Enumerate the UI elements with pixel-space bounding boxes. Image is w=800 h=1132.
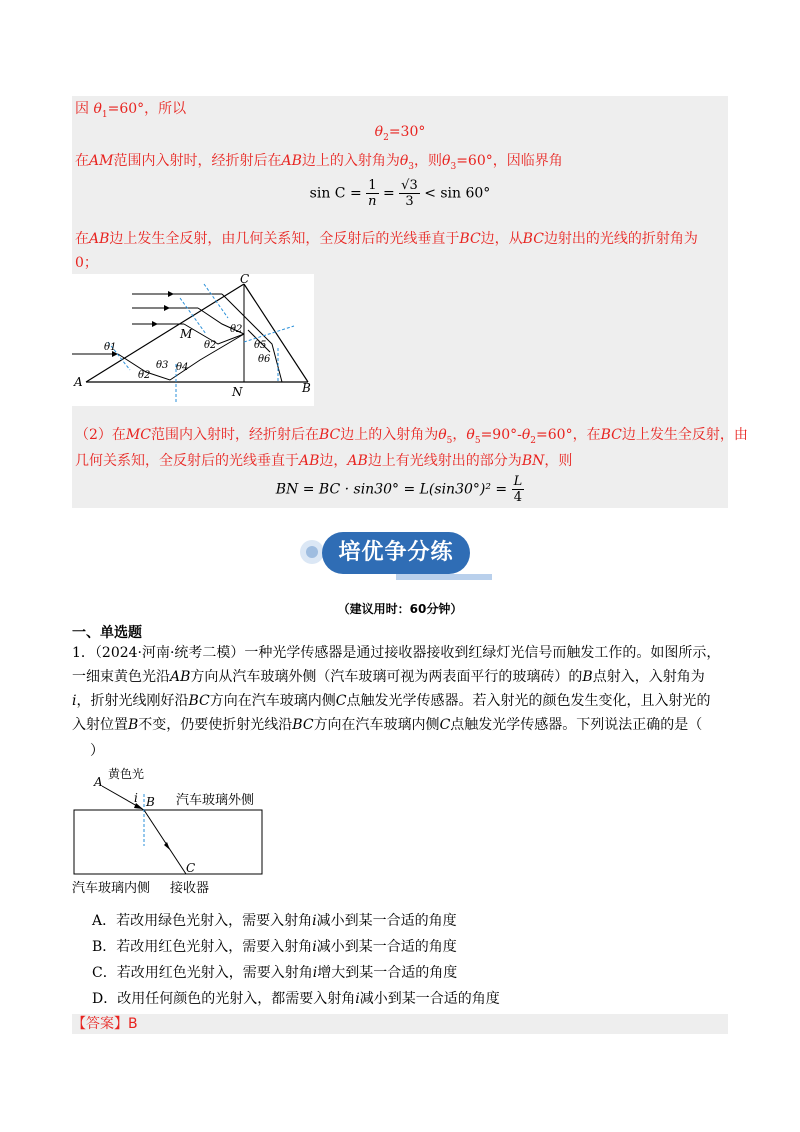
label-C: C — [186, 861, 196, 875]
label-theta2c: θ2 — [230, 324, 243, 335]
section-banner — [300, 518, 500, 590]
equation-critical-angle: sin C = $\frac{1}{n}$ = $\frac{√3}{3}$ < sin 60° — [309, 178, 491, 209]
option-B: B．若改用红色光射入，需要入射角i减小到某一合适的角度 — [92, 939, 457, 955]
label-glass-inside: 汽车玻璃内侧 — [72, 881, 151, 896]
label-N: N — [232, 385, 243, 399]
label-A: A — [94, 775, 103, 789]
banner-underline — [396, 574, 492, 580]
question-line-4: 入射位置B不变，仍要使折射光线沿BC方向在汽车玻璃内侧C点触发光学传感器。下列说法正确的是（ — [72, 717, 703, 733]
option-A: A．若改用绿色光射入，需要入射角i减小到某一合适的角度 — [92, 913, 457, 929]
label-theta3: θ3 — [156, 360, 169, 371]
question-line-5: ） — [90, 743, 104, 759]
solution-line-3: 在AM范围内入射时，经折射后在AB边上的入射角为$\theta_3$，则$\theta_3=60^\circ$，因临界角 — [75, 153, 563, 172]
label-C: C — [240, 274, 250, 286]
label-theta2a: θ2 — [138, 370, 151, 381]
label-A: A — [74, 375, 83, 389]
banner-decor-dot-inner — [306, 546, 318, 558]
time-note: （建议用时：60分钟） — [337, 602, 463, 616]
label-M: M — [180, 327, 193, 341]
prism-diagram — [72, 274, 314, 406]
equation-bn: BN = BC · sin30° = L(sin30°)² = $\frac{L}{4}$ — [275, 474, 523, 505]
label-glass-outside: 汽车玻璃外侧 — [176, 793, 255, 808]
solution-line-2: $\theta_2=30^\circ$ — [374, 124, 426, 143]
banner-title: 培优争分练 — [322, 532, 470, 574]
label-yellow-light: 黄色光 — [108, 767, 145, 781]
solution-line-1: 因 $\theta_1=60^\circ$，所以 — [75, 101, 187, 120]
label-theta6: θ6 — [258, 354, 271, 365]
solution-line-6: 0； — [75, 255, 98, 271]
question-line-2: 一细束黄色光沿AB方向从汽车玻璃外侧（汽车玻璃可视为两表面平行的玻璃砖）的B点射入，入射角为 — [72, 669, 705, 685]
section-heading: 一、单选题 — [72, 625, 142, 641]
label-B: B — [146, 795, 155, 809]
label-theta4: θ4 — [176, 362, 189, 373]
question-line-3: i，折射光线刚好沿BC方向在汽车玻璃内侧C点触发光学传感器。若入射光的颜色发生变化，且入射光的 — [72, 693, 711, 709]
option-C: C．若改用红色光射入，需要入射角i增大到某一合适的角度 — [92, 965, 458, 981]
label-theta5: θ5 — [254, 340, 267, 351]
label-theta1: θ1 — [104, 342, 117, 353]
solution-part2-line-2: 几何关系知，全反射后的光线垂直于AB边，AB边上有光线射出的部分为BN，则 — [75, 453, 573, 469]
option-D: D．改用任何颜色的光射入，都需要入射角i减小到某一合适的角度 — [92, 991, 500, 1007]
answer-line: 【答案】B — [72, 1014, 728, 1034]
label-B: B — [302, 381, 311, 395]
label-receiver: 接收器 — [170, 881, 210, 896]
solution-part2-line-1: （2）在MC范围内入射时，经折射后在BC边上的入射角为$\theta_5$，$\theta_5=90^\circ-\theta_2=60^\circ$，在BC边上发生全反射，由 — [75, 427, 748, 446]
solution-line-5: 在AB边上发生全反射，由几何关系知，全反射后的光线垂直于BC边，从BC边射出的光线的折射角为 — [75, 231, 698, 247]
glass-diagram — [72, 764, 272, 898]
label-i: i — [134, 791, 138, 805]
question-line-1: 1．（2024·河南·统考二模）一种光学传感器是通过接收器接收到红绿灯光信号而触发工作的。如图所示， — [72, 645, 721, 661]
label-theta2b: θ2 — [204, 340, 217, 351]
